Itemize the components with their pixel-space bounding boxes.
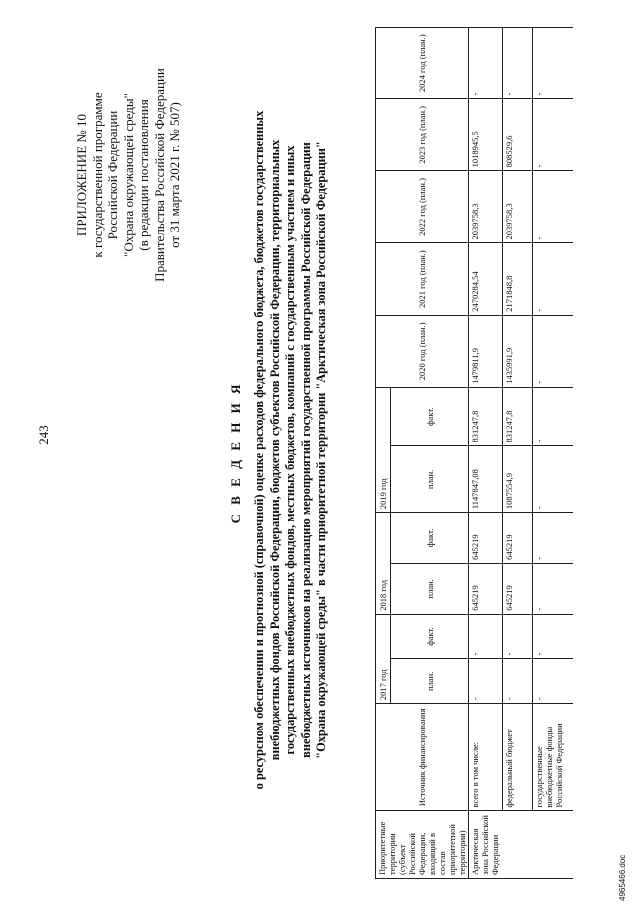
value-cell: 645219 bbox=[503, 563, 533, 614]
value-cell: 645219 bbox=[503, 513, 533, 564]
value-cell: - bbox=[533, 28, 573, 99]
header-fact: факт. bbox=[391, 513, 469, 564]
value-cell: - bbox=[503, 614, 533, 659]
value-cell: - bbox=[533, 315, 573, 387]
value-cell: 808529,6 bbox=[503, 99, 533, 171]
source-cell: всего в том числе: bbox=[469, 704, 503, 811]
header-year-2020: 2020 год (план.) bbox=[376, 315, 469, 387]
source-cell: государственные внебюджетные фонды Российской Федерации bbox=[533, 704, 573, 811]
header-year-2019: 2019 год bbox=[376, 387, 391, 512]
value-cell: 831247,8 bbox=[469, 387, 503, 446]
value-cell: - bbox=[503, 659, 533, 704]
appendix-line: ПРИЛОЖЕНИЕ № 10 bbox=[74, 113, 89, 237]
value-cell: 1147847,08 bbox=[469, 446, 503, 513]
table-row bbox=[469, 28, 503, 879]
header-source: Источник финансирования bbox=[376, 704, 469, 811]
header-year-2018: 2018 год bbox=[376, 513, 391, 615]
header-territory: Приоритетные территории (субъект Российской Федерации, входящий в состав приоритетной территории) bbox=[376, 811, 469, 879]
value-cell: 1087554,9 bbox=[503, 446, 533, 513]
appendix-line: "Охрана окружающей среды" bbox=[120, 93, 136, 257]
document-title: С В Е Д Е Н И Я bbox=[228, 381, 243, 524]
heading-line: государственных внебюджетных фондов, местных бюджетов, компаний с государственным участием и иных bbox=[283, 145, 297, 755]
value-cell: 2470284,54 bbox=[469, 243, 503, 315]
value-cell: 1435991,9 bbox=[503, 315, 533, 387]
header-year-2023: 2023 год (план.) bbox=[376, 99, 469, 171]
appendix-line: Правительства Российской Федерации bbox=[151, 68, 167, 282]
header-plan: план. bbox=[391, 446, 469, 513]
value-cell: 645219 bbox=[469, 563, 503, 614]
value-cell: 2039758,3 bbox=[469, 171, 503, 243]
header-year-2021: 2021 год (план.) bbox=[376, 243, 469, 315]
value-cell: - bbox=[533, 513, 573, 564]
value-cell: - bbox=[533, 171, 573, 243]
document-id: 4965466.doc bbox=[618, 854, 627, 901]
header-year-2017: 2017 год bbox=[376, 614, 391, 703]
table-row bbox=[533, 28, 573, 879]
funding-table bbox=[375, 27, 573, 879]
page-number: 243 bbox=[36, 425, 51, 445]
appendix-line: (в редакции постановления bbox=[136, 99, 151, 251]
appendix-block bbox=[74, 45, 183, 305]
header-fact: факт. bbox=[391, 387, 469, 446]
value-cell: - bbox=[503, 28, 533, 99]
heading-line: внебюджетных источников на реализацию мероприятий государственной программы Российской Федерации bbox=[298, 142, 313, 758]
value-cell: 831247,8 bbox=[503, 387, 533, 446]
source-cell: федеральный бюджет bbox=[503, 704, 533, 811]
document-heading bbox=[252, 35, 330, 865]
value-cell: 1479811,9 bbox=[469, 315, 503, 387]
header-plan: план. bbox=[391, 563, 469, 614]
heading-line: "Охрана окружающей среды" в части приоритетной территории "Арктическая зона Российской Федерации" bbox=[314, 141, 328, 759]
value-cell: 2039758,3 bbox=[503, 171, 533, 243]
value-cell: - bbox=[469, 659, 503, 704]
appendix-line: Российской Федерации bbox=[105, 110, 120, 240]
value-cell: - bbox=[533, 99, 573, 171]
value-cell: 2171848,8 bbox=[503, 243, 533, 315]
value-cell: 1018945,5 bbox=[469, 99, 503, 171]
heading-line: внебюджетных фондов Российской Федерации, бюджетов субъектов Российской Федерации, территориальных bbox=[267, 139, 282, 761]
value-cell: - bbox=[469, 614, 503, 659]
header-year-2024: 2024 год (план.) bbox=[376, 28, 469, 99]
value-cell: - bbox=[533, 614, 573, 659]
appendix-line: от 31 марта 2021 г. № 507) bbox=[167, 102, 182, 248]
header-year-2022: 2022 год (план.) bbox=[376, 171, 469, 243]
value-cell: - bbox=[533, 387, 573, 446]
territory-cell: Арктическая зона Российской Федерации bbox=[469, 811, 573, 879]
table-row bbox=[503, 28, 533, 879]
value-cell: - bbox=[533, 446, 573, 513]
header-plan: план. bbox=[391, 659, 469, 704]
header-fact: факт. bbox=[391, 614, 469, 659]
value-cell: 645219 bbox=[469, 513, 503, 564]
value-cell: - bbox=[533, 659, 573, 704]
appendix-line: к государственной программе bbox=[89, 92, 105, 258]
value-cell: - bbox=[469, 28, 503, 99]
value-cell: - bbox=[533, 563, 573, 614]
heading-line: о ресурсном обеспечении и прогнозной (справочной) оценке расходов федерального бюджета, бюджетов государственных bbox=[252, 110, 266, 790]
value-cell: - bbox=[533, 243, 573, 315]
